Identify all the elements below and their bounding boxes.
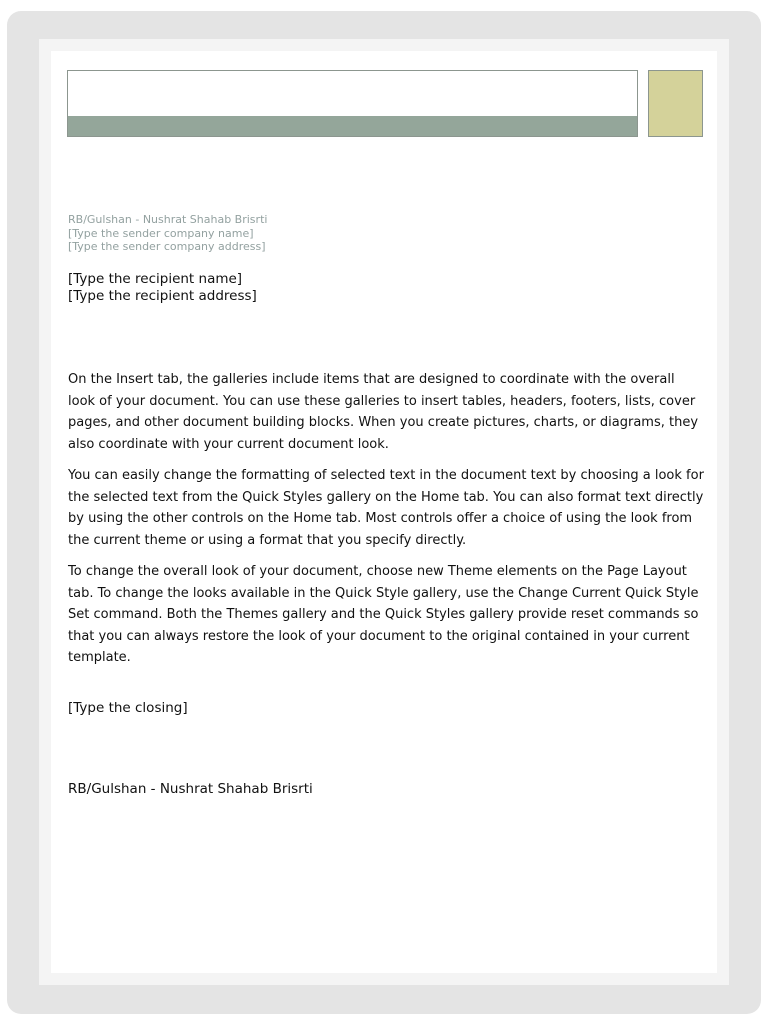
recipient-address: [Type the recipient address] — [68, 288, 257, 304]
sender-block — [68, 213, 267, 254]
recipient-block — [68, 271, 257, 305]
recipient-name: [Type the recipient name] — [68, 271, 243, 287]
letterhead-accent-square — [648, 70, 703, 137]
sender-name: RB/Gulshan - Nushrat Shahab Brisrti — [68, 213, 268, 226]
letterhead-banner — [67, 70, 638, 137]
letter-signature: RB/Gulshan - Nushrat Shahab Brisrti — [68, 781, 313, 797]
letterhead-band — [68, 116, 637, 136]
sender-company-address: [Type the sender company address] — [68, 240, 266, 253]
body-paragraph: On the Insert tab, the galleries include items that are designed to coordinate with the overall look of your document. You can use these galleries to insert tables, headers, footers, lists, cover pages, and other document building blocks. When you create pictures, charts, or diagrams, they also coordinate with your current document look. — [68, 372, 699, 452]
letter-body — [68, 369, 704, 679]
letter-closing: [Type the closing] — [68, 700, 188, 716]
body-paragraph: You can easily change the formatting of selected text in the document text by choosing a look for the selected text from the Quick Styles gallery on the Home tab. You can also format text directly by using the other controls on the Home tab. Most controls offer a choice of using the look from the current theme or using a format that you specify directly. — [68, 468, 704, 548]
body-paragraph: To change the overall look of your document, choose new Theme elements on the Page Layout tab. To change the looks available in the Quick Style gallery, use the Change Current Quick Style Set command. Both the Themes gallery and the Quick Styles gallery provide reset commands so that you can always restore the look of your document to the original contained in your current template. — [68, 564, 699, 665]
sender-company-name: [Type the sender company name] — [68, 226, 254, 240]
